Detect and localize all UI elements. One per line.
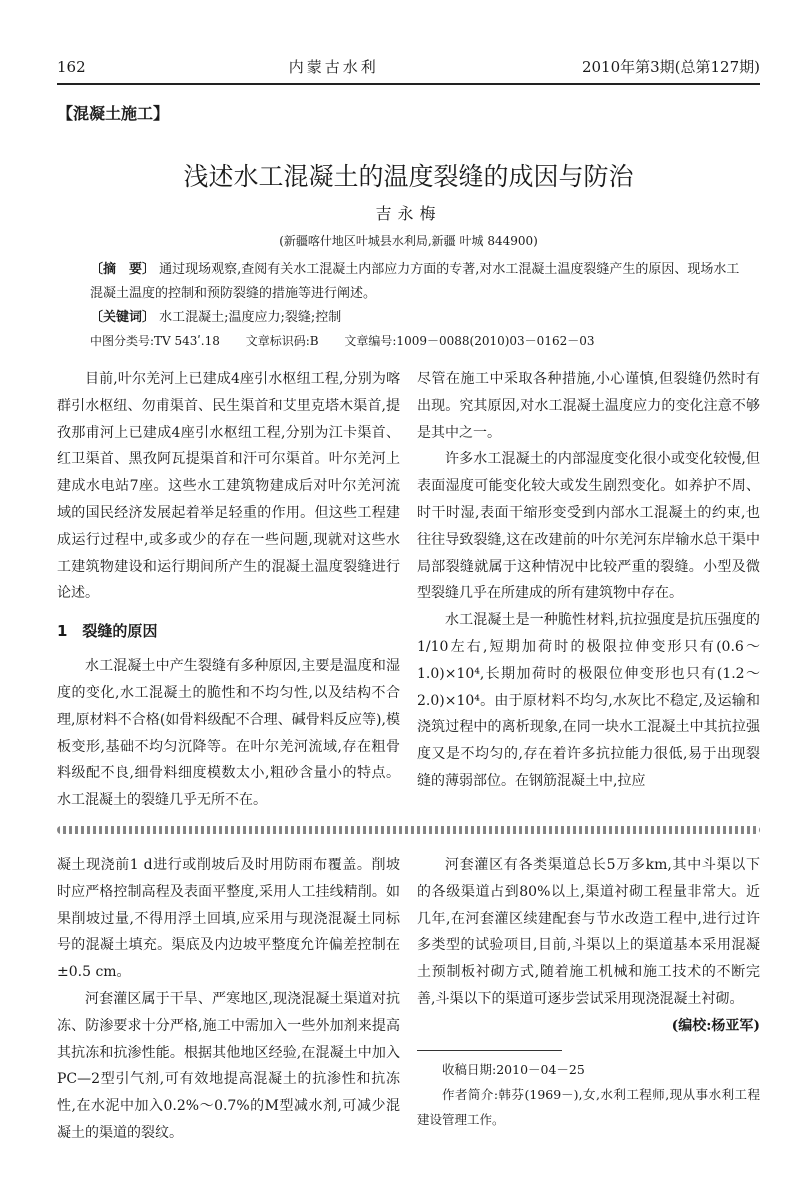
bottom-left-column	[57, 852, 400, 1147]
keywords-label: 〔关键词〕	[90, 310, 156, 325]
bottom-right-column	[417, 852, 760, 1147]
author: 吉永梅	[375, 204, 442, 223]
abstract	[90, 258, 740, 306]
page-divider	[57, 826, 760, 834]
paragraph: 目前,叶尔羌河上已建成4座引水枢纽工程,分别为喀群引水枢纽、勿甫渠首、民生渠首和艾里克塔木渠首,提孜那甫河上已建成4座引水枢纽工程,分别为江卡渠首、红卫渠首、黑孜阿瓦提渠首和汗可尔渠首。叶尔羌河上建成水电站7座。这些水工建筑物建成后对叶尔羌河流域的国民经济发展起着举足轻重的作用。但这些工程建成运行过程中,或多或少的存在一些问题,现就对这些水工建筑物建设和运行期间所产生的混凝土温度裂缝进行论述。	[57, 371, 400, 602]
paragraph: 河套灌区有各类渠道总长5万多km,其中斗渠以下的各级渠道占到80%以上,渠道衬砌工程量非常大。近几年,在河套灌区续建配套与节水改造工程中,进行过许多类型的试验项目,目前,斗渠以上的渠道基本采用混凝土预制板衬砌方式,随着施工机械和施工技术的不断完善,斗渠以下的渠道可逐步尝试采用现浇混凝土衬砌。	[417, 856, 760, 1007]
section-tag: 【混凝土施工】	[57, 104, 170, 123]
page-number: 162	[57, 58, 86, 76]
paragraph: 许多水工混凝土的内部湿度变化很小或变化较慢,但表面湿度可能变化较大或发生剧烈变化。如养护不周、时干时湿,表面干缩形变受到内部水工混凝土的约束,也往往导致裂缝,这在改建前的叶尔羌河东岸输水总干渠中局部裂缝就属于这种情况中比较严重的裂缝。小型及微型裂缝几乎在所建成的所有建筑物中存在。	[417, 451, 760, 602]
right-column	[417, 366, 760, 814]
article-number: 文章编号:1009－0088(2010)03－0162－03	[344, 334, 595, 348]
journal-name: 内蒙古水利	[288, 58, 379, 76]
paragraph: 凝土现浇前1 d进行或削坡后及时用防雨布覆盖。削坡时应严格控制高程及表面平整度,采用人工挂线精削。如果削坡过量,不得用浮土回填,应采用与现浇混凝土同标号的混凝土填充。渠底及内边坡平整度允许偏差控制在±0.5 cm。	[57, 856, 400, 981]
paragraph: 水工混凝土中产生裂缝有多种原因,主要是温度和湿度的变化,水工混凝土的脆性和不均匀性,以及结构不合理,原材料不合格(如骨料级配不合理、碱骨料反应等),模板变形,基础不均匀沉降等。在叶尔羌河流域,存在粗骨料级配不良,细骨料细度模数太小,粗砂含量小的特点。水工混凝土的裂缝几乎无所不在。	[57, 658, 400, 809]
article-title: 浅述水工混凝土的温度裂缝的成因与防治	[183, 162, 634, 191]
abstract-text: 通过现场观察,查阅有关水工混凝土内部应力方面的专著,对水工混凝土温度裂缝产生的原因、现场水工混凝土温度的控制和预防裂缝的措施等进行阐述。	[90, 262, 740, 301]
keywords-text: 水工混凝土;温度应力;裂缝;控制	[159, 310, 342, 325]
received-date: 收稿日期:2010－04－25	[442, 1061, 585, 1077]
footnote-rule	[417, 1050, 562, 1051]
paragraph: 河套灌区属于干旱、严寒地区,现浇混凝土渠道对抗冻、防渗要求十分严格,施工中需加入一些外加剂来提高其抗冻和抗渗性能。根据其他地区经验,在混凝土中加入PC—2型引气剂,可有效地提高混凝土的抗渗性和抗冻性,在水泥中加入0.2%～0.7%的M型减水剂,可减少混凝土的渠道的裂纹。	[57, 990, 400, 1141]
abstract-label: 〔摘 要〕	[90, 262, 156, 277]
paragraph: 尽管在施工中采取各种措施,小心谨慎,但裂缝仍然时有出现。究其原因,对水工混凝土温度应力的变化注意不够是其中之一。	[417, 371, 760, 441]
author-bio: 作者简介:韩芬(1969－),女,水利工程师,现从事水利工程建设管理工作。	[417, 1086, 760, 1127]
paragraph: 水工混凝土是一种脆性材料,抗拉强度是抗压强度的1/10左右,短期加荷时的极限拉伸变形只有(0.6～1.0)×10⁴,长期加荷时的极限位伸变形也只有(1.2～2.0)×10⁴。由于原材料不均匀,水灰比不稳定,及运输和浇筑过程中的离析现象,在同一块水工混凝土中其抗拉强度又是不均匀的,存在着许多抗拉能力很低,易于出现裂缝的薄弱部位。在钢筋混凝土中,拉应	[417, 612, 760, 789]
lower-columns	[57, 852, 760, 1147]
section-heading: 1 裂缝的原因	[57, 622, 158, 641]
keywords	[90, 306, 740, 330]
clc-number: 中图分类号:TV 543ʹ.18	[90, 334, 220, 348]
affiliation: (新疆喀什地区叶城县水利局,新疆 叶城 844900)	[279, 234, 538, 248]
left-column	[57, 366, 400, 814]
doc-code: 文章标识码:B	[245, 334, 319, 348]
issue-info: 2010年第3期(总第127期)	[581, 58, 760, 76]
editor-note: (编校:杨亚军)	[671, 1017, 760, 1034]
classification-line	[90, 330, 740, 352]
running-header	[57, 56, 760, 85]
upper-columns	[57, 366, 760, 814]
